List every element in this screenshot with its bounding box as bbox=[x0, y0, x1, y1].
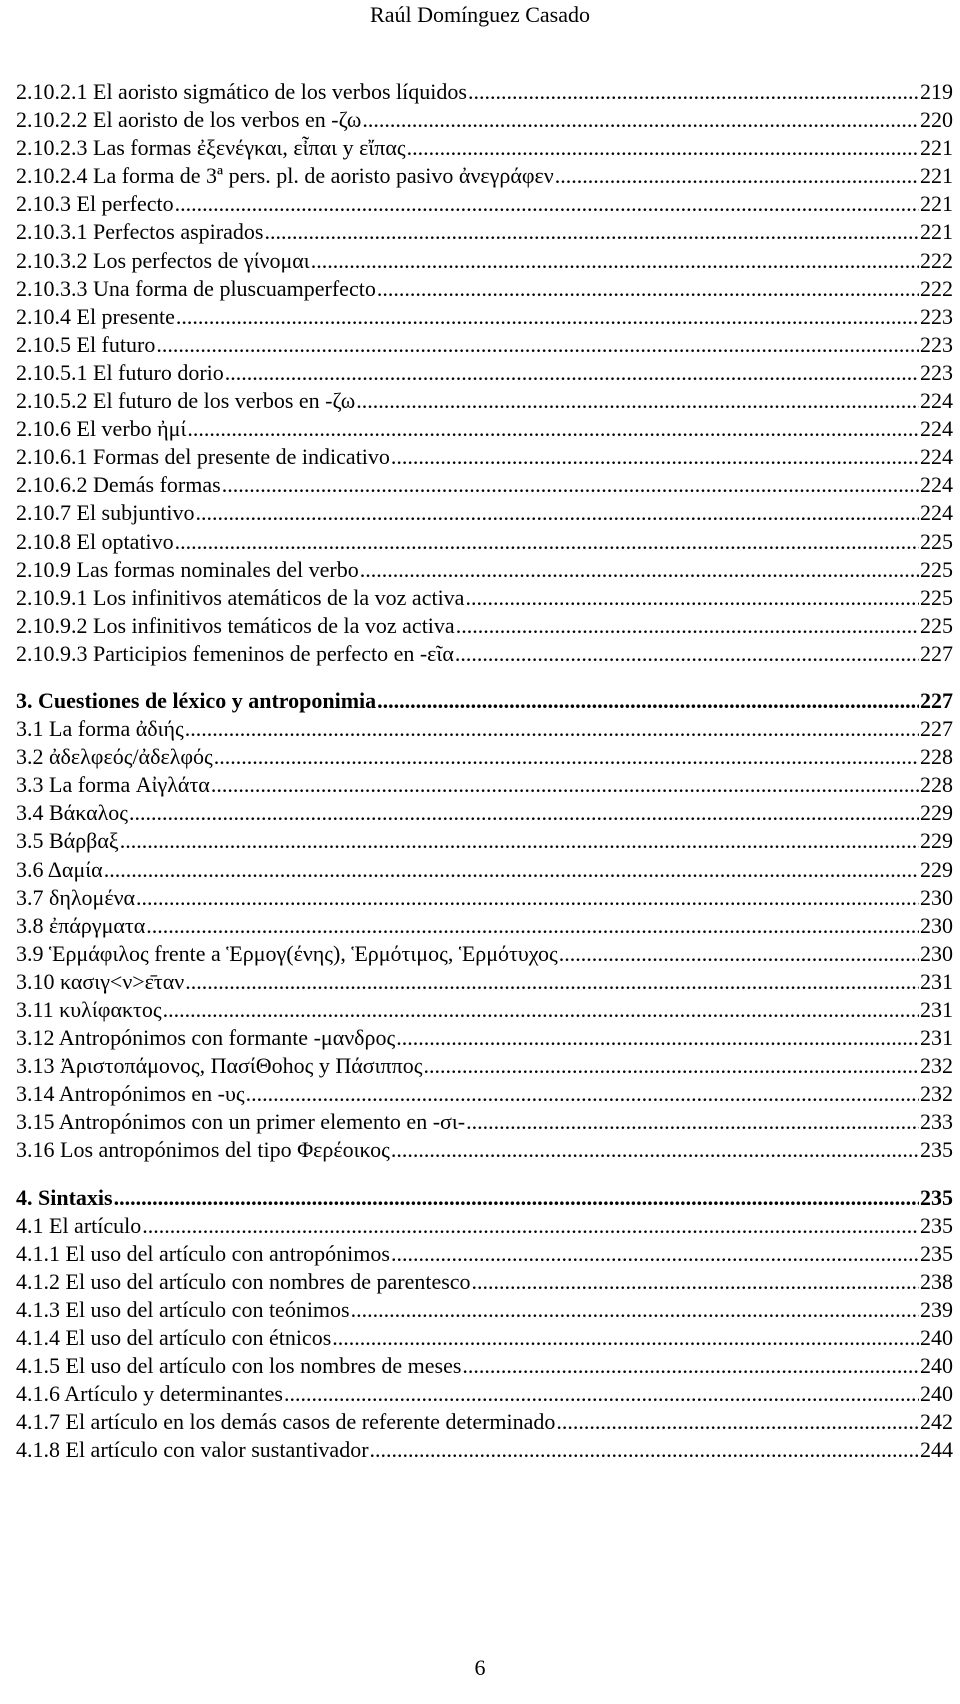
dot-leader bbox=[185, 715, 919, 743]
toc-entry[interactable] bbox=[16, 162, 953, 190]
toc-entry-page: 231 bbox=[920, 1025, 953, 1051]
toc-entry[interactable] bbox=[16, 106, 953, 134]
dot-leader bbox=[185, 968, 919, 996]
toc-entry-page: 225 bbox=[920, 584, 953, 610]
dot-leader bbox=[146, 912, 919, 940]
toc-entry-page: 235 bbox=[920, 1137, 953, 1163]
toc-entry[interactable] bbox=[16, 1136, 953, 1164]
toc-entry-title: 3.12 Antropónimos con formante -μανδρος bbox=[16, 1025, 396, 1051]
toc-entry-title: 3.2 ἀδελφεός/ἀδελφός bbox=[16, 744, 213, 770]
toc-entry[interactable] bbox=[16, 528, 953, 556]
toc-entry-title: 3.14 Antropónimos en -υς bbox=[16, 1081, 245, 1107]
toc-entry-page: 223 bbox=[920, 331, 953, 357]
running-header: Raúl Domínguez Casado bbox=[370, 2, 590, 27]
dot-leader bbox=[332, 1324, 919, 1352]
toc-entry[interactable] bbox=[16, 471, 953, 499]
toc-entry[interactable] bbox=[16, 387, 953, 415]
toc-entry-page: 231 bbox=[920, 997, 953, 1022]
toc-entry[interactable] bbox=[16, 743, 953, 771]
dot-leader bbox=[187, 415, 919, 443]
toc-entry[interactable] bbox=[16, 1408, 953, 1436]
toc-entry-page: 221 bbox=[920, 135, 953, 161]
toc-entry[interactable] bbox=[16, 443, 953, 471]
dot-leader bbox=[356, 387, 919, 415]
toc-entry-page: 224 bbox=[920, 416, 953, 442]
toc-entry-page: 227 bbox=[920, 716, 953, 742]
dot-leader bbox=[311, 247, 919, 275]
dot-leader bbox=[423, 1052, 919, 1080]
toc-entry-page: 233 bbox=[920, 1109, 953, 1135]
toc-entry-title: 3.1 La forma ἀδιής bbox=[16, 716, 184, 742]
dot-leader bbox=[264, 218, 919, 246]
section-gap bbox=[16, 668, 953, 687]
toc-entry-title: 3.5 Βάρβαξ bbox=[16, 828, 119, 854]
toc-entry[interactable] bbox=[16, 996, 953, 1024]
dot-leader bbox=[120, 827, 919, 855]
toc-entry-page: 240 bbox=[920, 1325, 953, 1351]
toc-entry-page: 225 bbox=[920, 528, 953, 554]
toc-entry-title: 3.8 ἐπάργματα bbox=[16, 912, 146, 938]
dot-leader bbox=[377, 687, 919, 715]
toc-entry-title: 2.10.9.1 Los infinitivos atemáticos de la voz activa bbox=[16, 584, 465, 610]
toc-entry-page: 222 bbox=[920, 275, 953, 301]
toc-entry[interactable] bbox=[16, 1108, 953, 1136]
toc-entry-title: 4.1.8 El artículo con valor sustantivador bbox=[16, 1437, 369, 1463]
toc-entry-page: 228 bbox=[920, 772, 953, 798]
dot-leader bbox=[163, 996, 919, 1024]
toc-entry-title: 4.1.5 El uso del artículo con los nombres de meses bbox=[16, 1353, 462, 1379]
dot-leader bbox=[472, 1268, 919, 1296]
toc-entry[interactable] bbox=[16, 499, 953, 527]
toc-entry-page: 219 bbox=[920, 79, 953, 104]
toc-entry[interactable] bbox=[16, 968, 953, 996]
toc-entry-page: 227 bbox=[920, 687, 953, 713]
dot-leader bbox=[468, 78, 919, 106]
toc-entry[interactable] bbox=[16, 275, 953, 303]
dot-leader bbox=[391, 443, 919, 471]
toc-entry[interactable] bbox=[16, 247, 953, 275]
toc-entry-page: 225 bbox=[920, 612, 953, 638]
toc-entry-page: 224 bbox=[920, 472, 953, 498]
toc-entry-page: 229 bbox=[920, 800, 953, 826]
toc-entry-title: 3.10 κασιγ<ν>ε̄ταν bbox=[16, 968, 185, 994]
toc-entry-page: 224 bbox=[920, 444, 953, 470]
toc-entry[interactable] bbox=[16, 799, 953, 827]
toc-entry-page: 222 bbox=[920, 247, 953, 273]
toc-entry-title: 3.13 Ἀριστοπάμονος, ΠασίΘοhος y Πάσιππος bbox=[16, 1053, 423, 1079]
dot-leader bbox=[284, 1380, 919, 1408]
toc-entry-title: 2.10.4 El presente bbox=[16, 303, 175, 329]
toc-entry-title: 4.1.3 El uso del artículo con teónimos bbox=[16, 1296, 350, 1322]
toc-entry-title: 2.10.5.1 El futuro dorio bbox=[16, 359, 224, 385]
dot-leader bbox=[391, 1136, 919, 1164]
toc-entry[interactable] bbox=[16, 1324, 953, 1352]
toc-entry-page: 235 bbox=[920, 1240, 953, 1266]
dot-leader bbox=[377, 275, 919, 303]
toc-entry[interactable] bbox=[16, 1436, 953, 1464]
toc-entry[interactable] bbox=[16, 827, 953, 855]
dot-leader bbox=[555, 162, 919, 190]
toc-entry-page: 227 bbox=[920, 640, 953, 666]
toc-entry-page: 242 bbox=[920, 1409, 953, 1435]
toc-entry-title: 3.11 κυλίφακτος bbox=[16, 997, 162, 1022]
toc-entry-page: 228 bbox=[920, 744, 953, 770]
dot-leader bbox=[114, 1184, 919, 1212]
toc-chapter-entry[interactable] bbox=[16, 1184, 953, 1212]
toc-entry[interactable] bbox=[16, 134, 953, 162]
toc-entry-page: 224 bbox=[920, 500, 953, 526]
toc-entry-title: 2.10.2.1 El aoristo sigmático de los verbos líquidos bbox=[16, 79, 467, 104]
toc-entry[interactable] bbox=[16, 1268, 953, 1296]
toc-entry[interactable] bbox=[16, 556, 953, 584]
dot-leader bbox=[370, 1436, 919, 1464]
dot-leader bbox=[129, 799, 919, 827]
toc-entry-page: 223 bbox=[920, 359, 953, 385]
dot-leader bbox=[556, 1408, 919, 1436]
toc-entry-page: 220 bbox=[920, 107, 953, 133]
dot-leader bbox=[391, 1240, 919, 1268]
dot-leader bbox=[142, 1212, 919, 1240]
toc-entry-page: 232 bbox=[920, 1081, 953, 1107]
toc-entry-title: 3.3 La forma Αἰγλάτα bbox=[16, 772, 210, 798]
toc-entry-page: 223 bbox=[920, 303, 953, 329]
dot-leader bbox=[214, 743, 919, 771]
toc-entry-title: 2.10.2.3 Las formas ἐξενέγκαι, εἶπαι y εἴπας bbox=[16, 135, 406, 161]
toc-entry-page: 232 bbox=[920, 1053, 953, 1079]
toc-entry-title: 2.10.6 El verbo ἠμί bbox=[16, 416, 187, 442]
dot-leader bbox=[407, 134, 919, 162]
toc-entry-title: 4.1.4 El uso del artículo con étnicos bbox=[16, 1325, 332, 1351]
toc-entry-title: 2.10.9 Las formas nominales del verbo bbox=[16, 556, 359, 582]
dot-leader bbox=[104, 856, 919, 884]
toc-entry[interactable] bbox=[16, 884, 953, 912]
toc-entry-page: 240 bbox=[920, 1381, 953, 1407]
toc-entry-title: 4. Sintaxis bbox=[16, 1184, 113, 1210]
dot-leader bbox=[246, 1080, 919, 1108]
toc-entry-page: 235 bbox=[920, 1184, 953, 1210]
toc-entry[interactable] bbox=[16, 715, 953, 743]
toc-entry-page: 240 bbox=[920, 1353, 953, 1379]
toc-entry-title: 2.10.8 El optativo bbox=[16, 528, 174, 554]
dot-leader bbox=[176, 303, 919, 331]
toc-entry-title: 4.1 El artículo bbox=[16, 1212, 142, 1238]
toc-entry-title: 3.15 Antropónimos con un primer elemento en -σι- bbox=[16, 1109, 466, 1135]
toc-entry-page: 230 bbox=[920, 940, 953, 966]
dot-leader bbox=[360, 556, 919, 584]
toc-entry-page: 244 bbox=[920, 1437, 953, 1463]
toc-entry-page: 239 bbox=[920, 1296, 953, 1322]
toc-entry[interactable] bbox=[16, 415, 953, 443]
toc-entry-page: 230 bbox=[920, 884, 953, 910]
toc-entry-title: 3.7 δηλομένα bbox=[16, 884, 136, 910]
toc-entry-page: 221 bbox=[920, 191, 953, 217]
toc-entry-page: 238 bbox=[920, 1268, 953, 1294]
toc-entry-title: 2.10.9.3 Participios femeninos de perfecto en -εῖα bbox=[16, 640, 454, 666]
dot-leader bbox=[175, 528, 919, 556]
toc-entry-title: 2.10.3.3 Una forma de pluscuamperfecto bbox=[16, 275, 376, 301]
toc-entry[interactable] bbox=[16, 856, 953, 884]
toc-entry-title: 4.1.6 Artículo y determinantes bbox=[16, 1381, 283, 1407]
toc-entry[interactable] bbox=[16, 190, 953, 218]
dot-leader bbox=[559, 940, 919, 968]
toc-entry-title: 2.10.6.2 Demás formas bbox=[16, 472, 221, 498]
toc-entry[interactable] bbox=[16, 1052, 953, 1080]
toc-entry[interactable] bbox=[16, 303, 953, 331]
toc-entry-title: 2.10.3.2 Los perfectos de γίνομαι bbox=[16, 247, 310, 273]
toc-entry-page: 229 bbox=[920, 828, 953, 854]
toc-entry-title: 3. Cuestiones de léxico y antroponimia bbox=[16, 687, 377, 713]
toc-entry-title: 2.10.5.2 El futuro de los verbos en -ζω bbox=[16, 388, 356, 414]
dot-leader bbox=[466, 1108, 919, 1136]
toc-entry[interactable] bbox=[16, 912, 953, 940]
toc-entry[interactable] bbox=[16, 359, 953, 387]
table-of-contents bbox=[16, 78, 953, 1465]
toc-entry[interactable] bbox=[16, 640, 953, 668]
toc-entry-page: 225 bbox=[920, 556, 953, 582]
toc-entry[interactable] bbox=[16, 584, 953, 612]
toc-entry-title: 4.1.1 El uso del artículo con antropónimos bbox=[16, 1240, 390, 1266]
dot-leader bbox=[396, 1024, 919, 1052]
dot-leader bbox=[455, 640, 919, 668]
toc-entry[interactable] bbox=[16, 331, 953, 359]
dot-leader bbox=[465, 584, 919, 612]
dot-leader bbox=[456, 612, 919, 640]
toc-entry-title: 2.10.2.4 La forma de 3ª pers. pl. de aoristo pasivo ἀνεγράφεν bbox=[16, 163, 554, 189]
toc-entry-title: 2.10.3 El perfecto bbox=[16, 191, 174, 217]
toc-entry-title: 2.10.2.2 El aoristo de los verbos en -ζω bbox=[16, 107, 362, 133]
toc-entry-title: 3.6 Δαμία bbox=[16, 856, 103, 882]
toc-entry[interactable] bbox=[16, 1296, 953, 1324]
dot-leader bbox=[462, 1352, 919, 1380]
toc-entry[interactable] bbox=[16, 1380, 953, 1408]
dot-leader bbox=[362, 106, 919, 134]
toc-entry[interactable] bbox=[16, 1352, 953, 1380]
toc-chapter-entry[interactable] bbox=[16, 687, 953, 715]
toc-entry-page: 221 bbox=[920, 219, 953, 245]
toc-entry-title: 3.4 Βάκαλος bbox=[16, 800, 128, 826]
dot-leader bbox=[211, 771, 919, 799]
toc-entry[interactable] bbox=[16, 771, 953, 799]
toc-entry-page: 229 bbox=[920, 856, 953, 882]
toc-entry-title: 4.1.7 El artículo en los demás casos de referente determinado bbox=[16, 1409, 556, 1435]
dot-leader bbox=[225, 359, 919, 387]
toc-entry-title: 2.10.7 El subjuntivo bbox=[16, 500, 195, 526]
page-number: 6 bbox=[474, 1655, 486, 1680]
toc-entry-title: 3.9 Ἑρμάφιλος frente a Ἑρμογ(ένης), Ἑρμότιμος, Ἑρμότυχος bbox=[16, 940, 558, 966]
toc-entry-page: 224 bbox=[920, 388, 953, 414]
toc-entry-title: 2.10.9.2 Los infinitivos temáticos de la voz activa bbox=[16, 612, 455, 638]
toc-entry[interactable] bbox=[16, 940, 953, 968]
dot-leader bbox=[156, 331, 919, 359]
toc-entry[interactable] bbox=[16, 1080, 953, 1108]
dot-leader bbox=[222, 471, 919, 499]
toc-entry-page: 235 bbox=[920, 1212, 953, 1238]
toc-entry-page: 230 bbox=[920, 912, 953, 938]
toc-entry-title: 3.16 Los antropónimos del tipo Φερέοικος bbox=[16, 1137, 390, 1163]
toc-entry[interactable] bbox=[16, 612, 953, 640]
toc-entry-page: 231 bbox=[920, 968, 953, 994]
toc-entry[interactable] bbox=[16, 1240, 953, 1268]
toc-entry[interactable] bbox=[16, 78, 953, 106]
toc-entry[interactable] bbox=[16, 1212, 953, 1240]
toc-entry-title: 2.10.5 El futuro bbox=[16, 331, 156, 357]
toc-entry[interactable] bbox=[16, 218, 953, 246]
dot-leader bbox=[351, 1296, 919, 1324]
toc-entry[interactable] bbox=[16, 1024, 953, 1052]
toc-entry-title: 2.10.3.1 Perfectos aspirados bbox=[16, 219, 264, 245]
section-gap bbox=[16, 1165, 953, 1184]
dot-leader bbox=[175, 190, 919, 218]
dot-leader bbox=[136, 884, 919, 912]
dot-leader bbox=[195, 499, 919, 527]
toc-entry-title: 2.10.6.1 Formas del presente de indicativo bbox=[16, 444, 390, 470]
toc-entry-page: 221 bbox=[920, 163, 953, 189]
toc-entry-title: 4.1.2 El uso del artículo con nombres de parentesco bbox=[16, 1268, 471, 1294]
